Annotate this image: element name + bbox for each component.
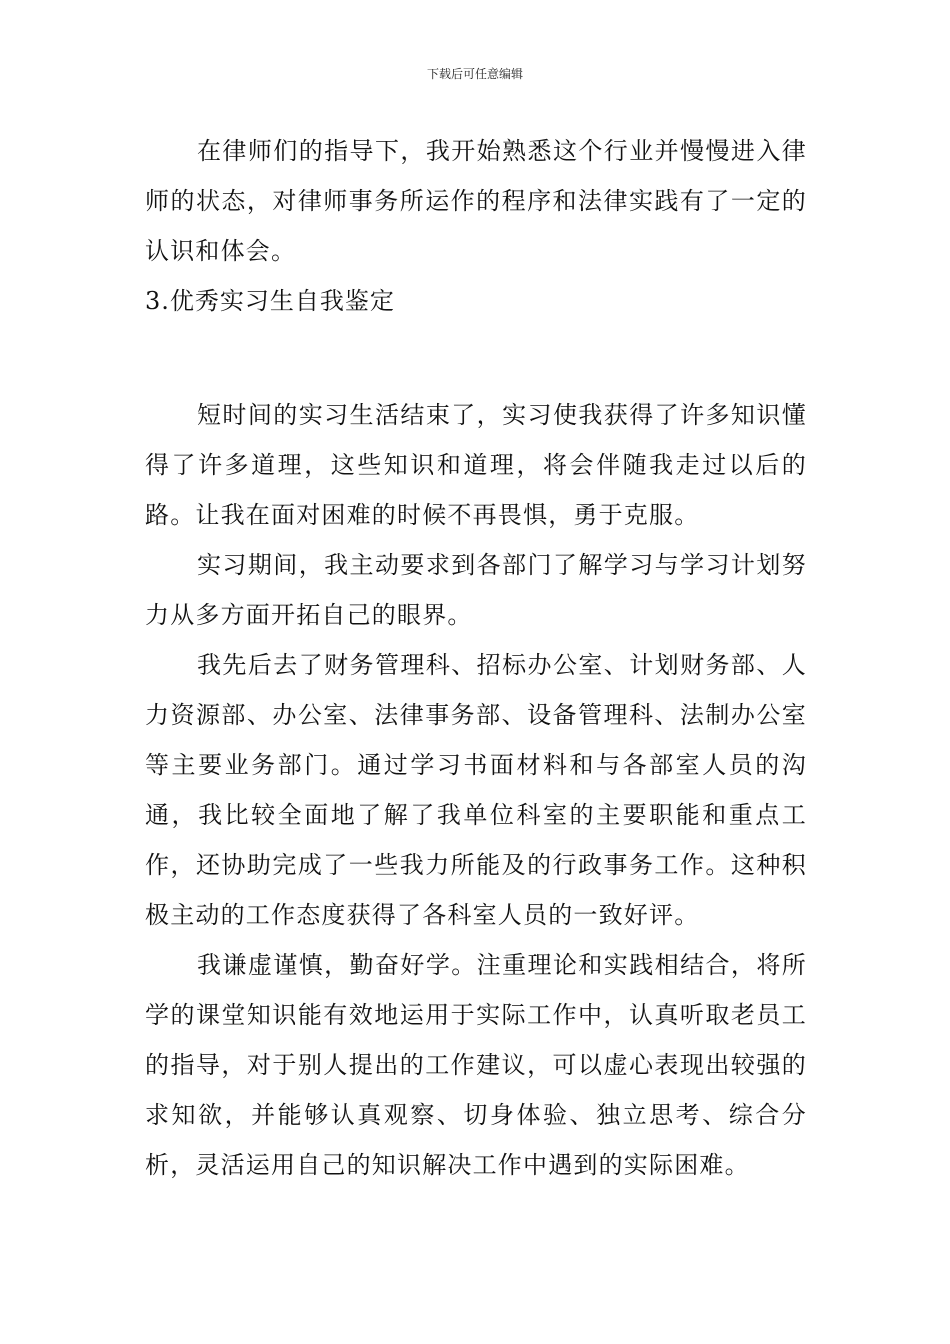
document-body (145, 126, 807, 1190)
page-header: 下载后可任意编辑 (426, 67, 523, 81)
intro-paragraph: 在律师们的指导下，我开始熟悉这个行业并慢慢进入律师的状态，对律师事务所运作的程序和法律实践有了一定的认识和体会。 (145, 137, 807, 265)
paragraph-1: 短时间的实习生活结束了，实习使我获得了许多知识懂得了许多道理，这些知识和道理，将会伴随我走过以后的路。让我在面对困难的时候不再畏惧，勇于克服。 (145, 401, 807, 529)
paragraph-2: 实习期间，我主动要求到各部门了解学习与学习计划努力从多方面开拓自己的眼界。 (145, 551, 807, 629)
paragraph-3: 我先后去了财务管理科、招标办公室、计划财务部、人力资源部、办公室、法律事务部、设备管理科、法制办公室等主要业务部门。通过学习书面材料和与各部室人员的沟通，我比较全面地了解了我单位科室的主要职能和重点工作，还协助完成了一些我力所能及的行政事务工作。这种积极主动的工作态度获得了各科室人员的一致好评。 (145, 651, 807, 929)
section-heading: 3.优秀实习生自我鉴定 (145, 287, 395, 315)
section-spacer (145, 326, 807, 390)
paragraph-4: 我谦虚谨慎，勤奋好学。注重理论和实践相结合，将所学的课堂知识能有效地运用于实际工作中，认真听取老员工的指导，对于别人提出的工作建议，可以虚心表现出较强的求知欲，并能够认真观察、切身体验、独立思考、综合分析，灵活运用自己的知识解决工作中遇到的实际困难。 (145, 951, 807, 1179)
